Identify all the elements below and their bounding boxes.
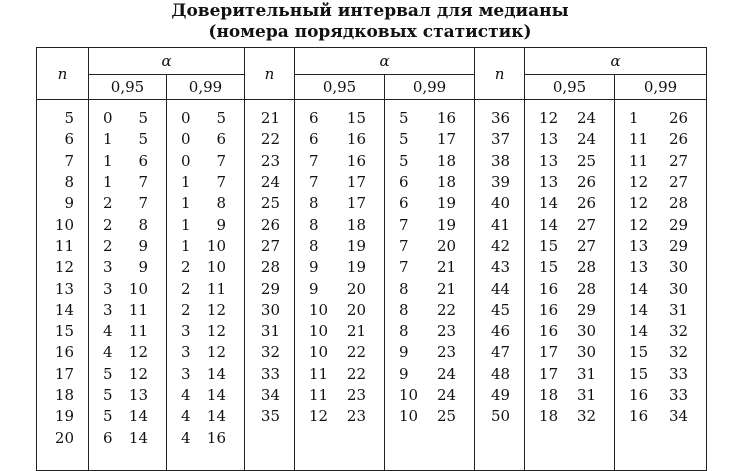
cell-a99-lower: 0 <box>167 108 207 129</box>
table-row <box>37 300 707 321</box>
cell-a95-upper: 31 <box>576 364 597 383</box>
cell-n: 18 <box>37 385 89 406</box>
cell-n: 9 <box>37 193 89 214</box>
header-n: n <box>37 48 89 100</box>
cell-a95-lower: 5 <box>103 364 113 383</box>
cell-a99-lower: 5 <box>385 129 431 150</box>
cell-a95-upper: 28 <box>576 258 597 277</box>
cell-a95-lower: 6 <box>309 109 319 128</box>
cell-a99-lower: 0 <box>167 129 207 150</box>
cell-a95-upper: 14 <box>128 407 148 426</box>
cell-n: 12 <box>37 257 89 278</box>
cell-a95-upper: 7 <box>138 194 148 213</box>
cell-a95-lower: 5 <box>103 386 113 404</box>
cell-n: 42 <box>475 236 525 257</box>
cell-a99-lower: 8 <box>385 300 431 321</box>
cell-a99-upper: 18 <box>436 173 457 192</box>
cell-a95-lower: 5 <box>103 407 113 426</box>
cell-a95-upper: 21 <box>346 322 367 341</box>
cell-n: 45 <box>475 300 525 321</box>
cell-a99-lower <box>385 427 431 448</box>
cell-a99-upper: 9 <box>216 215 227 234</box>
table-row <box>37 151 707 172</box>
cell-a99-lower: 4 <box>167 427 207 448</box>
cell-a99-upper: 24 <box>436 386 457 404</box>
cell-n: 26 <box>245 214 295 235</box>
cell-a99-lower: 6 <box>385 193 431 214</box>
cell-n: 8 <box>37 172 89 193</box>
cell-n: 25 <box>245 193 295 214</box>
cell-a99-upper: 10 <box>206 236 227 255</box>
cell-n: 36 <box>475 108 525 129</box>
cell-n: 43 <box>475 257 525 278</box>
cell-n: 6 <box>37 129 89 150</box>
cell-a99-lower: 9 <box>385 364 431 385</box>
cell-a99-upper: 17 <box>436 130 457 149</box>
cell-a99-upper: 27 <box>668 173 689 192</box>
cell-a95-lower: 1 <box>103 130 113 149</box>
cell-a95-lower: 1 <box>103 151 113 170</box>
cell-a99-upper: 26 <box>668 109 689 128</box>
cell-a99-lower: 6 <box>385 172 431 193</box>
table-row <box>37 193 707 214</box>
cell-n: 5 <box>37 108 89 129</box>
cell-a95-lower: 3 <box>103 300 113 319</box>
cell-a95-lower <box>295 427 341 448</box>
cell-a99-lower: 11 <box>615 151 660 172</box>
cell-a99-lower: 4 <box>167 385 207 406</box>
cell-n: 47 <box>475 342 525 363</box>
cell-n: 40 <box>475 193 525 214</box>
cell-a95-lower: 2 <box>103 194 113 213</box>
cell-a95-lower: 14 <box>539 194 559 213</box>
table-row <box>37 214 707 235</box>
cell-a99-upper: 32 <box>668 343 689 362</box>
cell-a99-lower: 8 <box>385 321 431 342</box>
cell-n: 31 <box>245 321 295 342</box>
cell-a95-lower: 3 <box>103 279 113 298</box>
cell-a95-lower: 6 <box>103 428 113 447</box>
cell-a99-lower: 0 <box>167 151 207 172</box>
header-n: n <box>475 48 525 100</box>
header-alpha-095: 0,95 <box>295 75 385 100</box>
cell-n: 35 <box>245 406 295 427</box>
cell-a95-lower: 16 <box>539 279 559 298</box>
cell-n: 20 <box>37 427 89 448</box>
cell-a95-lower: 17 <box>539 364 559 383</box>
cell-a95-lower: 13 <box>539 130 559 149</box>
cell-a95-upper: 28 <box>576 279 597 298</box>
cell-n: 15 <box>37 321 89 342</box>
cell-a95-upper: 23 <box>346 407 367 426</box>
cell-a95-lower: 13 <box>539 173 559 192</box>
cell-a99-lower: 1 <box>167 172 207 193</box>
cell-a95-lower: 2 <box>103 215 113 234</box>
cell-n <box>245 427 295 448</box>
header-alpha-099: 0,99 <box>167 75 245 100</box>
cell-a95-lower: 18 <box>539 407 559 426</box>
cell-a95-lower: 0 <box>103 109 113 128</box>
cell-a99-upper: 25 <box>436 407 457 426</box>
table-row <box>37 342 707 363</box>
cell-a99-lower: 14 <box>615 300 660 321</box>
cell-n: 21 <box>245 108 295 129</box>
cell-a99-lower: 7 <box>385 236 431 257</box>
title-line-1: Доверительный интервал для медианы <box>171 1 569 21</box>
cell-a95-upper: 19 <box>346 236 367 255</box>
cell-n: 19 <box>37 406 89 427</box>
cell-a95-lower: 9 <box>309 258 319 277</box>
cell-a99-upper: 33 <box>668 386 689 404</box>
cell-n: 14 <box>37 300 89 321</box>
cell-a95-lower: 2 <box>103 236 113 255</box>
cell-a99-lower: 7 <box>385 257 431 278</box>
cell-n: 30 <box>245 300 295 321</box>
cell-a99-upper: 29 <box>668 215 689 234</box>
cell-a95-upper: 27 <box>576 236 597 255</box>
cell-a95-upper: 11 <box>128 300 148 319</box>
cell-n: 48 <box>475 364 525 385</box>
cell-a95-upper: 32 <box>576 407 597 426</box>
cell-a95-upper: 17 <box>346 194 367 213</box>
cell-a99-lower: 7 <box>385 214 431 235</box>
cell-a99-upper: 30 <box>668 279 689 298</box>
cell-a99-lower: 10 <box>385 406 431 427</box>
cell-a99-lower: 3 <box>167 342 207 363</box>
cell-a99-lower: 14 <box>615 278 660 299</box>
cell-a99-lower: 8 <box>385 278 431 299</box>
header-alpha-095: 0,95 <box>89 75 167 100</box>
cell-a95-lower: 10 <box>309 322 329 341</box>
cell-a99-upper: 10 <box>206 258 227 277</box>
cell-a95-upper: 5 <box>138 109 148 128</box>
cell-a95-upper: 6 <box>138 151 148 170</box>
cell-a95-lower: 1 <box>103 173 113 192</box>
cell-a95-upper: 17 <box>346 173 367 192</box>
cell-a99-upper: 29 <box>668 236 689 255</box>
cell-n: 38 <box>475 151 525 172</box>
median-confidence-table <box>36 47 707 471</box>
cell-a99-lower: 12 <box>615 214 660 235</box>
cell-a95-upper: 23 <box>346 386 367 404</box>
cell-a99-lower: 3 <box>167 321 207 342</box>
cell-a99-upper: 21 <box>436 279 457 298</box>
cell-a99-lower: 14 <box>615 321 660 342</box>
cell-n: 7 <box>37 151 89 172</box>
cell-a95-lower: 7 <box>309 151 319 170</box>
header-alpha-099: 0,99 <box>615 75 707 100</box>
cell-a95-upper: 31 <box>576 386 597 404</box>
cell-a95-upper: 7 <box>138 173 148 192</box>
cell-a95-lower: 8 <box>309 194 319 213</box>
cell-n: 16 <box>37 342 89 363</box>
cell-a95-upper <box>570 427 615 448</box>
cell-a99-upper: 14 <box>206 386 227 404</box>
cell-a95-lower: 4 <box>103 322 113 341</box>
cell-a95-upper: 16 <box>346 151 367 170</box>
cell-a95-lower: 13 <box>539 151 559 170</box>
cell-a95-lower: 16 <box>539 322 559 341</box>
cell-a95-upper: 16 <box>346 130 367 149</box>
cell-a95-upper <box>341 427 385 448</box>
cell-a95-upper: 22 <box>346 343 367 362</box>
cell-a99-lower: 5 <box>385 108 431 129</box>
cell-n: 28 <box>245 257 295 278</box>
cell-a99-upper: 22 <box>436 300 457 319</box>
cell-a95-upper: 10 <box>128 279 148 298</box>
cell-a95-lower: 18 <box>539 386 559 404</box>
cell-a99-lower: 1 <box>615 108 660 129</box>
cell-a99-upper: 14 <box>206 407 227 426</box>
cell-n: 22 <box>245 129 295 150</box>
cell-a95-upper: 8 <box>138 215 148 234</box>
cell-a95-upper: 12 <box>128 364 148 383</box>
cell-a95-lower: 8 <box>309 215 319 234</box>
cell-a95-upper: 26 <box>576 173 597 192</box>
cell-a99-lower: 13 <box>615 257 660 278</box>
cell-a99-lower: 4 <box>167 406 207 427</box>
cell-a95-upper: 30 <box>576 343 597 362</box>
cell-a99-upper: 31 <box>668 300 689 319</box>
cell-a99-upper: 21 <box>436 258 457 277</box>
cell-a99-upper: 8 <box>216 194 227 213</box>
cell-a95-upper: 9 <box>138 236 148 255</box>
cell-n: 44 <box>475 278 525 299</box>
cell-a99-lower <box>615 427 660 448</box>
cell-a99-upper: 6 <box>216 130 227 149</box>
cell-a95-upper: 20 <box>346 300 367 319</box>
cell-n: 32 <box>245 342 295 363</box>
cell-a95-lower: 16 <box>539 300 559 319</box>
cell-n: 33 <box>245 364 295 385</box>
cell-a99-lower: 1 <box>167 193 207 214</box>
cell-a99-lower: 10 <box>385 385 431 406</box>
cell-a99-upper: 5 <box>216 109 227 128</box>
cell-a95-lower: 7 <box>309 173 319 192</box>
cell-n: 50 <box>475 406 525 427</box>
cell-a99-upper: 32 <box>668 322 689 341</box>
cell-a95-upper: 27 <box>576 215 597 234</box>
cell-a95-upper: 11 <box>128 322 148 341</box>
cell-a95-upper: 22 <box>346 364 367 383</box>
cell-a95-upper: 30 <box>576 322 597 341</box>
cell-a95-upper: 26 <box>576 194 597 213</box>
cell-n: 27 <box>245 236 295 257</box>
cell-a99-lower: 2 <box>167 300 207 321</box>
cell-a95-lower <box>525 427 570 448</box>
header-alpha-099: 0,99 <box>385 75 475 100</box>
cell-a99-upper: 27 <box>668 151 689 170</box>
cell-a99-upper <box>431 427 475 448</box>
cell-a95-lower: 12 <box>539 109 559 128</box>
cell-a99-lower: 1 <box>167 236 207 257</box>
cell-a99-upper: 19 <box>436 215 457 234</box>
cell-a95-upper: 29 <box>576 300 597 319</box>
cell-a99-upper: 33 <box>668 364 689 383</box>
table-row <box>37 236 707 257</box>
cell-a99-upper: 16 <box>206 428 227 447</box>
cell-a99-upper: 23 <box>436 343 457 362</box>
cell-a95-lower: 11 <box>309 386 329 404</box>
cell-a99-upper: 16 <box>436 109 457 128</box>
cell-n: 41 <box>475 214 525 235</box>
cell-a95-upper: 24 <box>576 130 597 149</box>
table-row <box>37 172 707 193</box>
cell-a95-lower: 8 <box>309 236 319 255</box>
cell-a95-upper: 14 <box>128 428 148 447</box>
cell-n: 24 <box>245 172 295 193</box>
cell-n: 10 <box>37 214 89 235</box>
cell-a99-lower: 11 <box>615 129 660 150</box>
cell-a99-lower: 16 <box>615 406 660 427</box>
cell-a95-upper: 20 <box>346 279 367 298</box>
cell-a95-lower: 4 <box>103 343 113 362</box>
cell-a95-lower: 6 <box>309 130 319 149</box>
cell-a95-upper: 12 <box>128 343 148 362</box>
cell-a99-lower: 3 <box>167 364 207 385</box>
table-row <box>37 278 707 299</box>
cell-a95-lower: 15 <box>539 236 559 255</box>
cell-a95-upper: 18 <box>346 215 367 234</box>
cell-n: 23 <box>245 151 295 172</box>
cell-a99-lower: 2 <box>167 257 207 278</box>
table-row <box>37 129 707 150</box>
cell-a99-upper: 28 <box>668 194 689 213</box>
cell-a95-lower: 10 <box>309 343 329 362</box>
cell-a99-lower: 9 <box>385 342 431 363</box>
header-alpha: α <box>89 48 245 75</box>
cell-a99-upper: 26 <box>668 130 689 149</box>
cell-a95-lower: 15 <box>539 258 559 277</box>
cell-a95-lower: 14 <box>539 215 559 234</box>
header-alpha: α <box>525 48 707 75</box>
cell-a99-lower: 15 <box>615 342 660 363</box>
cell-a99-upper: 12 <box>206 343 227 362</box>
cell-a99-lower: 12 <box>615 172 660 193</box>
cell-n: 39 <box>475 172 525 193</box>
cell-a99-lower: 1 <box>167 214 207 235</box>
cell-a99-upper: 12 <box>206 322 227 341</box>
header-alpha-095: 0,95 <box>525 75 615 100</box>
table-row <box>37 108 707 129</box>
cell-a99-upper: 11 <box>206 279 227 298</box>
cell-a99-upper: 14 <box>206 364 227 383</box>
title-line-2: (номера порядковых статистик) <box>208 22 532 42</box>
cell-a95-upper: 15 <box>346 109 367 128</box>
cell-a99-lower: 13 <box>615 236 660 257</box>
cell-a95-upper: 24 <box>576 109 597 128</box>
cell-a99-upper: 23 <box>436 322 457 341</box>
cell-a95-upper: 9 <box>138 258 148 277</box>
cell-a99-upper: 18 <box>436 151 457 170</box>
cell-a99-lower: 2 <box>167 278 207 299</box>
cell-a99-lower: 5 <box>385 151 431 172</box>
cell-n: 34 <box>245 385 295 406</box>
cell-a99-lower: 16 <box>615 385 660 406</box>
table-row <box>37 364 707 385</box>
cell-a95-lower: 17 <box>539 343 559 362</box>
cell-a95-lower: 10 <box>309 300 329 319</box>
table-row <box>37 321 707 342</box>
cell-a99-upper <box>660 427 707 448</box>
cell-a95-upper: 19 <box>346 258 367 277</box>
cell-a99-upper: 30 <box>668 258 689 277</box>
cell-a95-lower: 11 <box>309 364 329 383</box>
cell-a95-lower: 12 <box>309 407 329 426</box>
cell-n: 11 <box>37 236 89 257</box>
cell-a99-upper: 7 <box>216 173 227 192</box>
cell-a95-upper: 5 <box>138 130 148 149</box>
cell-n: 49 <box>475 385 525 406</box>
cell-n: 13 <box>37 278 89 299</box>
table-row <box>37 257 707 278</box>
cell-a99-upper: 34 <box>668 407 689 426</box>
cell-a99-upper: 24 <box>436 364 457 383</box>
page-title <box>0 1 740 43</box>
cell-a95-lower: 3 <box>103 258 113 277</box>
cell-a99-upper: 7 <box>216 151 227 170</box>
cell-a99-upper: 12 <box>206 300 227 319</box>
header-alpha: α <box>295 48 475 75</box>
cell-n: 17 <box>37 364 89 385</box>
table-row <box>37 385 707 406</box>
cell-a99-lower: 15 <box>615 364 660 385</box>
table-row <box>37 427 707 448</box>
cell-n: 29 <box>245 278 295 299</box>
cell-a95-lower: 9 <box>309 279 319 298</box>
cell-a95-upper: 25 <box>576 151 597 170</box>
cell-a95-upper: 13 <box>128 386 148 404</box>
header-n: n <box>245 48 295 100</box>
cell-n <box>475 427 525 448</box>
cell-a99-upper: 20 <box>436 236 457 255</box>
table-row <box>37 406 707 427</box>
cell-a99-lower: 12 <box>615 193 660 214</box>
cell-a99-upper: 19 <box>436 194 457 213</box>
cell-n: 46 <box>475 321 525 342</box>
cell-n: 37 <box>475 129 525 150</box>
